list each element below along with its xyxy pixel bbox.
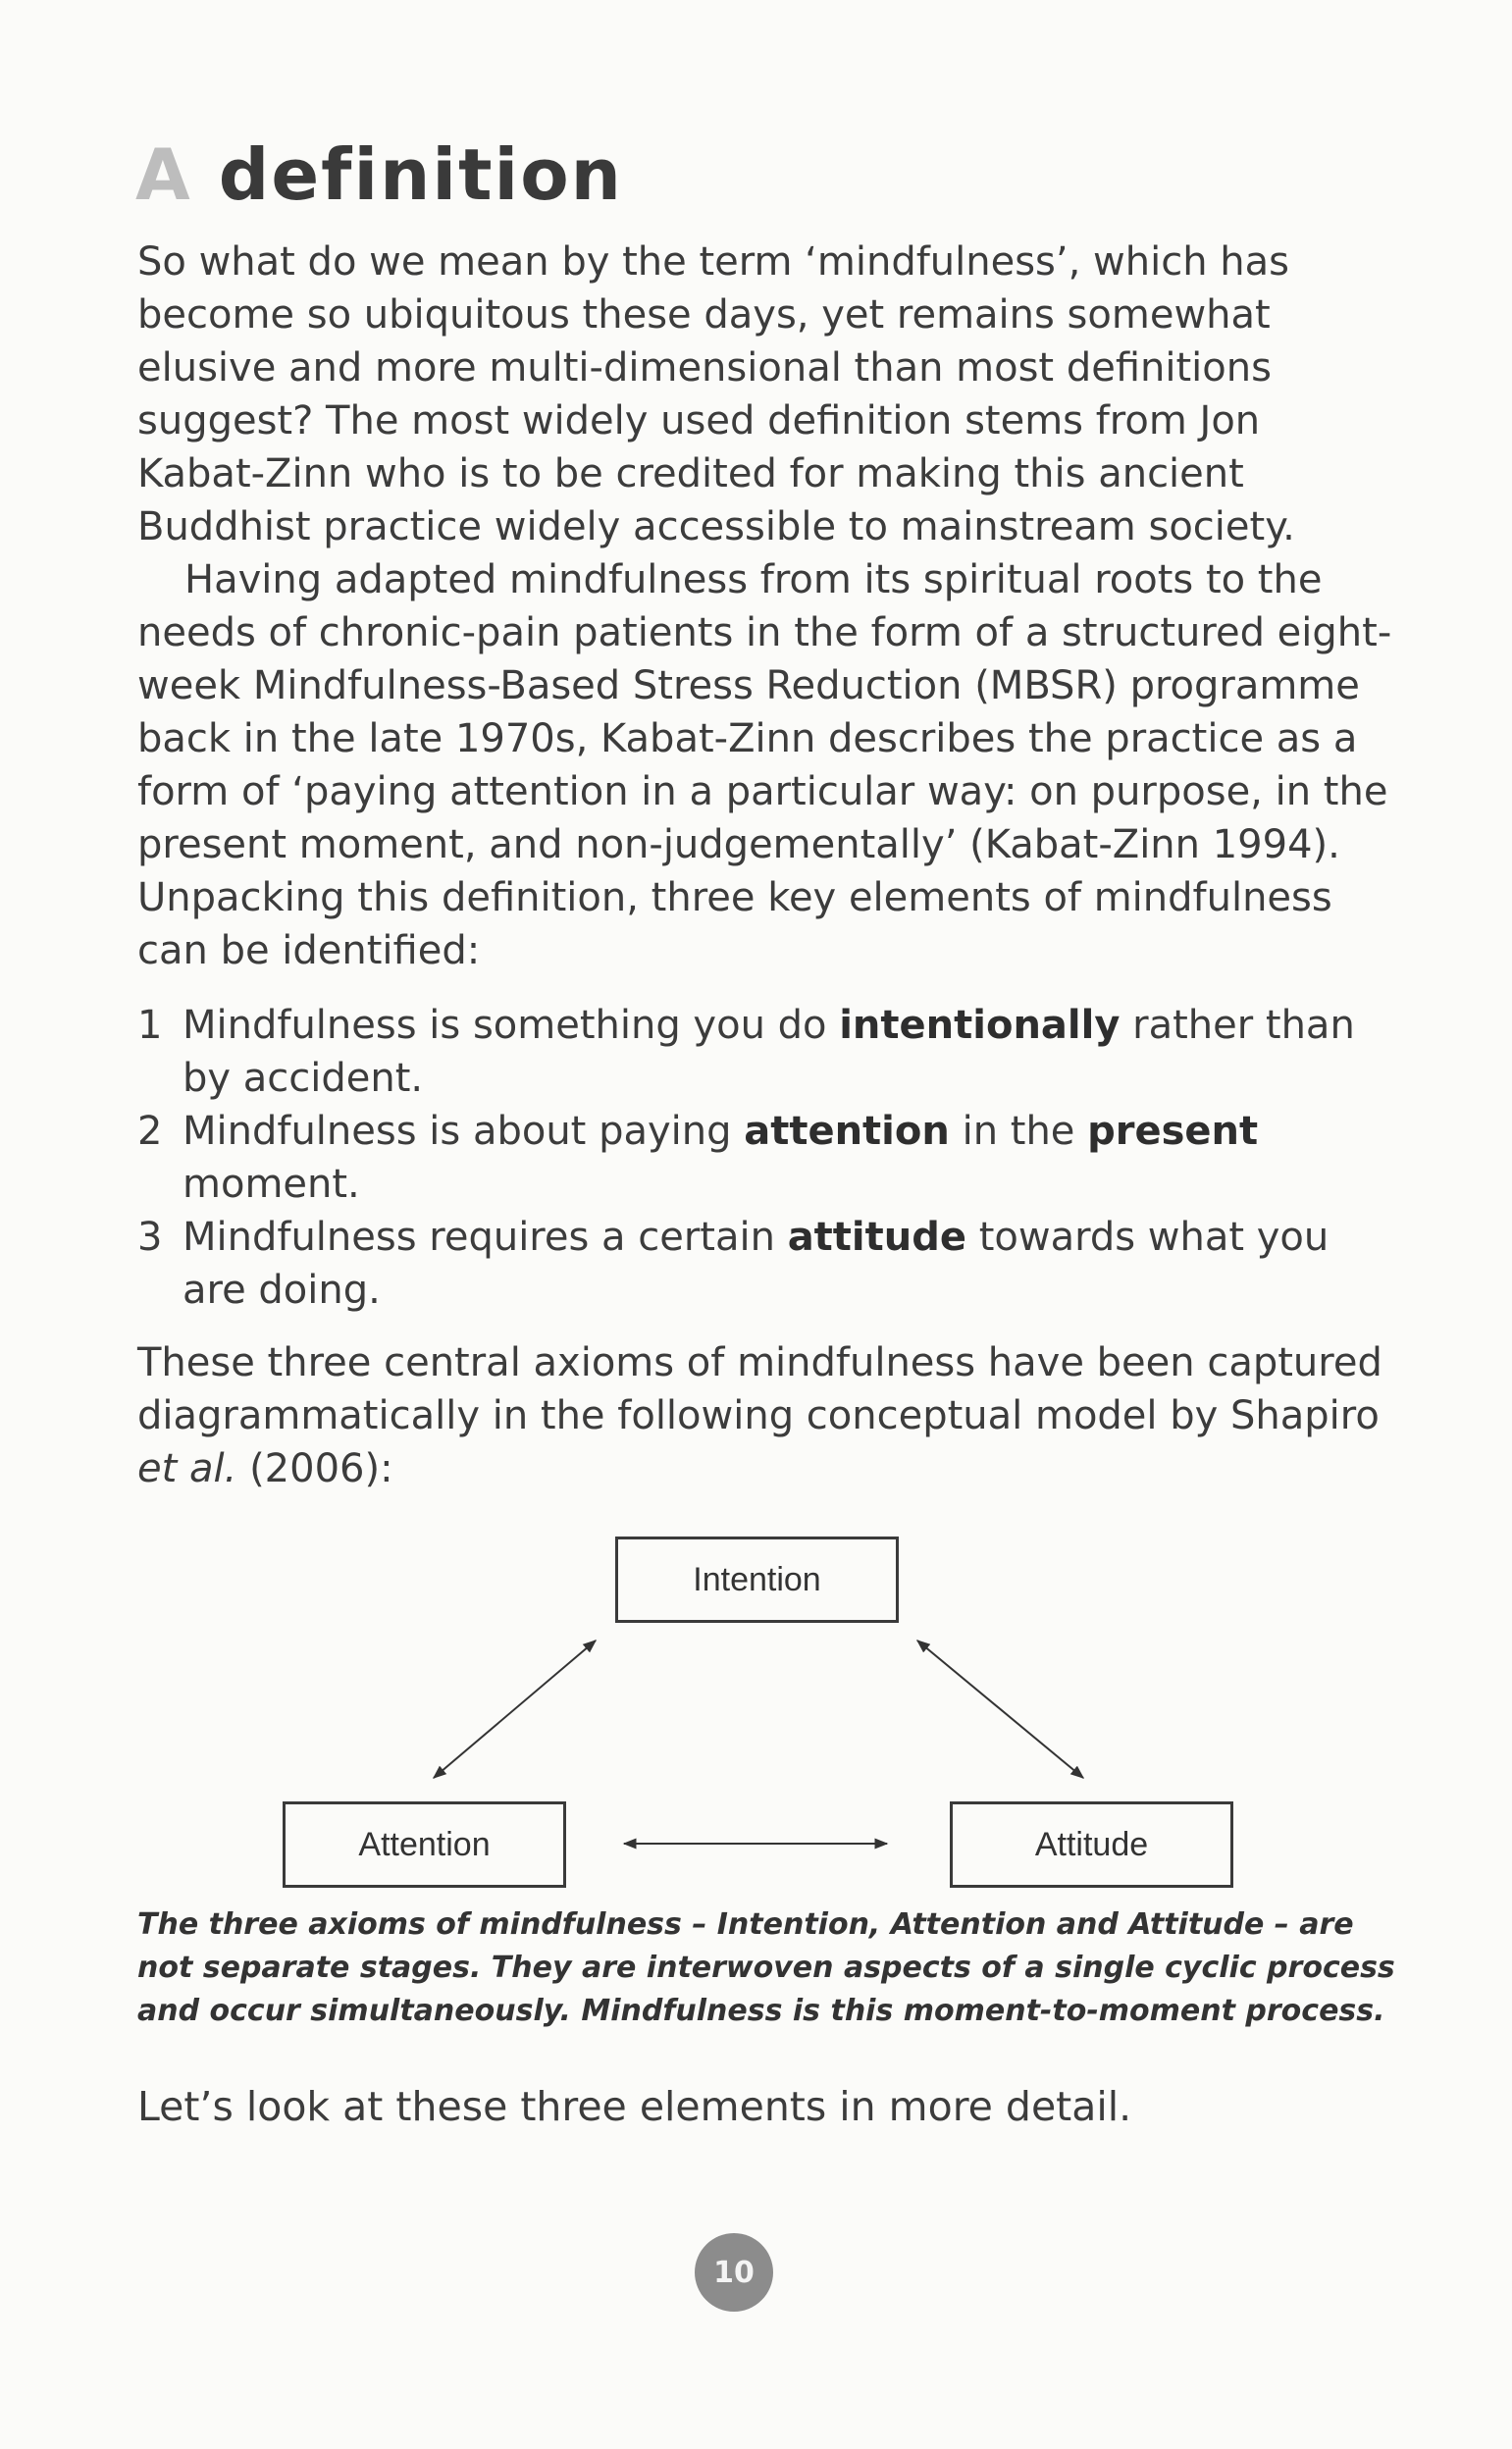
list-text: in the <box>949 1109 1088 1154</box>
paragraph-definition: Having adapted mindfulness from its spiritual roots to the needs of chronic-pain patients in the form of a structured eight-week Mindfulness-Based Stress Reduction (MBSR) programme back in the late 1970s, Kabat-Zinn describes the practice as a form of ‘paying attention in a particular way: on purpose, in the present moment, and non-judgementally’ (Kabat-Zinn 1994). Unpacking this definition, three key elements of mindfulness can be identified: <box>137 557 1392 973</box>
list-bold: intentionally <box>839 1003 1121 1048</box>
attitude-box: Attitude <box>950 1801 1233 1888</box>
heading-text: definition <box>191 133 623 216</box>
arrow-intention-attitude <box>917 1641 1083 1778</box>
list-text: Mindfulness requires a certain <box>182 1215 788 1260</box>
figure-caption: The three axioms of mindfulness – Intention, Attention and Attitude – are not separate stages. They are interwoven aspects of a single cyclic process and occur simultaneously. Mindfulness is this moment-to-moment process. <box>137 1907 1395 2028</box>
list-text: Mindfulness is something you do <box>182 1003 840 1048</box>
section-heading <box>135 133 623 216</box>
intention-box: Intention <box>615 1537 899 1623</box>
paragraph-italic: et al. <box>137 1446 237 1491</box>
list-bold: present <box>1087 1109 1259 1154</box>
list-item <box>137 999 1393 1105</box>
list-bold: attitude <box>787 1215 966 1260</box>
list-text: towards what you are doing. <box>182 1215 1330 1313</box>
heading-initial: A <box>135 133 192 216</box>
paragraph-text: These three central axioms of mindfulness have been captured diagrammatically in the following conceptual model by Shapiro <box>137 1340 1382 1438</box>
list-number: 2 <box>137 1109 163 1154</box>
list-number: 1 <box>137 1003 163 1048</box>
list-text: moment. <box>182 1162 360 1207</box>
list-item <box>137 1211 1393 1317</box>
paragraph-text: (2006): <box>236 1446 393 1491</box>
paragraph-model <box>137 1336 1393 1495</box>
paragraph-intro: So what do we mean by the term ‘mindfulness’, which has become so ubiquitous these days, yet remains somewhat elusive and more multi-dimensional than most definitions suggest? The most widely used definition stems from Jon Kabat-Zinn who is to be credited for making this ancient Buddhist practice widely accessible to mainstream society. <box>137 239 1295 549</box>
list-item <box>137 1105 1393 1211</box>
elements-list <box>137 999 1393 1317</box>
list-text: Mindfulness is about paying <box>182 1109 745 1154</box>
paragraph-closing: Let’s look at these three elements in more detail. <box>137 2083 1132 2130</box>
page-number: 10 <box>695 2233 773 2312</box>
arrow-intention-attention <box>434 1641 596 1778</box>
list-number: 3 <box>137 1215 163 1260</box>
attention-box: Attention <box>283 1801 566 1888</box>
axioms-diagram <box>0 1521 1512 1903</box>
list-text: rather than by accident. <box>182 1003 1355 1101</box>
list-bold: attention <box>744 1109 950 1154</box>
